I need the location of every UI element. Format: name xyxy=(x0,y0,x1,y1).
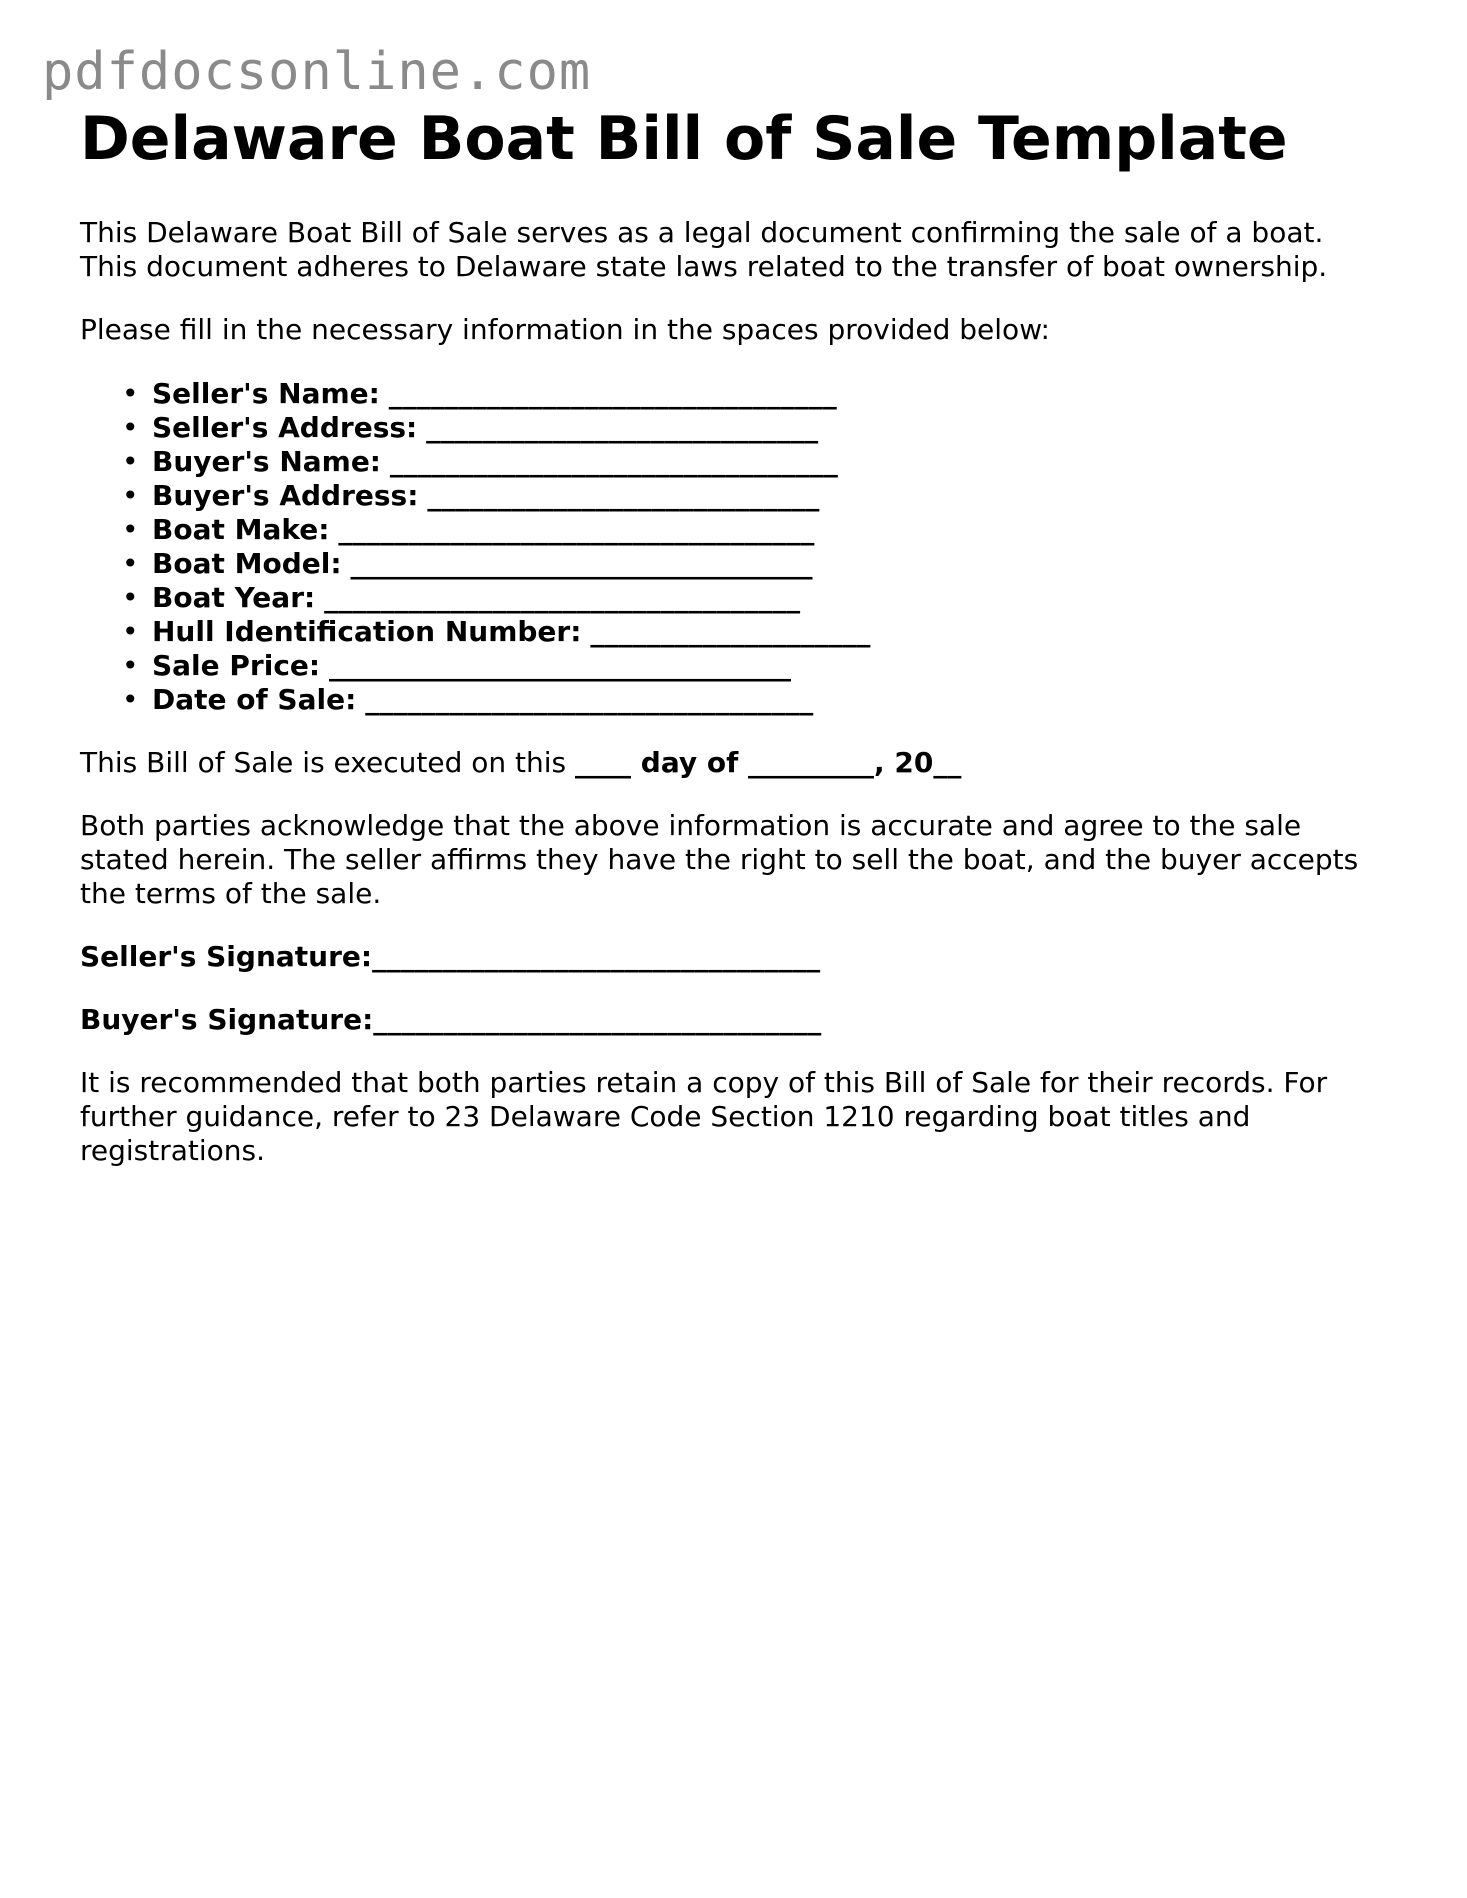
hull-id-blank[interactable]: ____________________ xyxy=(590,615,871,648)
acknowledgement-line-1: Both parties acknowledge that the above information is accurate and agree to the sale xyxy=(80,809,1302,842)
buyer-signature-label: Buyer's Signature: xyxy=(80,1003,374,1036)
fields-list xyxy=(80,377,1400,717)
list-item xyxy=(152,581,1400,615)
buyers-address-blank[interactable]: ____________________________ xyxy=(427,479,820,512)
buyer-signature-line xyxy=(80,1003,1400,1037)
execution-year-prefix: , 20 xyxy=(874,746,934,779)
acknowledgement-paragraph xyxy=(80,809,1400,911)
execution-year-blank[interactable]: __ xyxy=(933,746,962,779)
boat-model-blank[interactable]: _________________________________ xyxy=(350,547,813,580)
execution-day-of: day of xyxy=(631,746,749,779)
recommendation-line-1: It is recommended that both parties retain a copy of this Bill of Sale for their records. For xyxy=(80,1066,1328,1099)
watermark: pdfdocsonline.com xyxy=(42,42,592,102)
field-label-buyers-name: Buyer's Name: xyxy=(152,445,382,478)
field-label-hull-id: Hull Identification Number: xyxy=(152,615,582,648)
acknowledgement-line-2: stated herein. The seller affirms they have the right to sell the boat, and the buyer accepts xyxy=(80,843,1359,876)
sale-price-blank[interactable]: _________________________________ xyxy=(329,649,792,682)
field-label-sale-price: Sale Price: xyxy=(152,649,321,682)
seller-signature-line xyxy=(80,940,1400,974)
field-label-boat-year: Boat Year: xyxy=(152,581,316,614)
sellers-name-blank[interactable]: ________________________________ xyxy=(388,377,837,410)
field-label-boat-model: Boat Model: xyxy=(152,547,342,580)
buyer-signature-blank[interactable]: ________________________________ xyxy=(373,1003,822,1036)
field-label-sellers-name: Seller's Name: xyxy=(152,377,380,410)
page-title: Delaware Boat Bill of Sale Template xyxy=(80,104,1288,174)
recommendation-line-2: further guidance, refer to 23 Delaware Code Section 1210 regarding boat titles and xyxy=(80,1100,1251,1133)
list-item xyxy=(152,615,1400,649)
list-item xyxy=(152,683,1400,717)
list-item xyxy=(152,649,1400,683)
field-label-sellers-address: Seller's Address: xyxy=(152,411,418,444)
field-label-buyers-address: Buyer's Address: xyxy=(152,479,419,512)
list-item xyxy=(152,445,1400,479)
execution-prefix: This Bill of Sale is executed on this xyxy=(80,746,576,779)
recommendation-line-3: registrations. xyxy=(80,1134,266,1167)
date-of-sale-blank[interactable]: ________________________________ xyxy=(365,683,814,716)
sellers-address-blank[interactable]: ____________________________ xyxy=(426,411,819,444)
boat-year-blank[interactable]: __________________________________ xyxy=(324,581,801,614)
intro-line-2: This document adheres to Delaware state laws related to the transfer of boat ownership. xyxy=(80,250,1328,283)
execution-day-blank[interactable]: ____ xyxy=(575,746,632,779)
document-body xyxy=(80,100,1400,1168)
seller-signature-label: Seller's Signature: xyxy=(80,940,373,973)
acknowledgement-line-3: the terms of the sale. xyxy=(80,877,382,910)
buyers-name-blank[interactable]: ________________________________ xyxy=(389,445,838,478)
intro-paragraph xyxy=(80,216,1400,284)
list-item xyxy=(152,411,1400,445)
recommendation-paragraph xyxy=(80,1066,1400,1168)
instructions-text: Please fill in the necessary information in the spaces provided below: xyxy=(80,313,1050,346)
field-label-date-of-sale: Date of Sale: xyxy=(152,683,357,716)
execution-month-blank[interactable]: _________ xyxy=(748,746,875,779)
boat-make-blank[interactable]: __________________________________ xyxy=(338,513,815,546)
list-item xyxy=(152,479,1400,513)
field-label-boat-make: Boat Make: xyxy=(152,513,330,546)
intro-line-1: This Delaware Boat Bill of Sale serves as a legal document confirming the sale of a boat. xyxy=(80,216,1324,249)
execution-line xyxy=(80,746,1400,780)
list-item xyxy=(152,513,1400,547)
list-item xyxy=(152,547,1400,581)
seller-signature-blank[interactable]: ________________________________ xyxy=(372,940,821,973)
list-item xyxy=(152,377,1400,411)
